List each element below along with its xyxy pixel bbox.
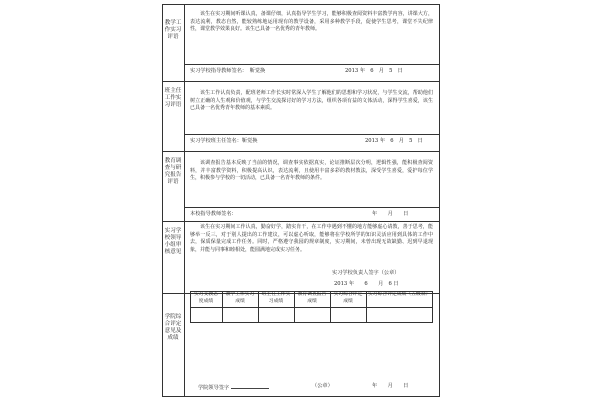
signature-line: [184, 134, 440, 135]
frame-bottom: [162, 396, 440, 397]
grade-header-research: 教育调查报告成绩: [297, 292, 327, 304]
class-eval-date: 2013 年 6 月 5 日: [365, 138, 423, 144]
research-eval-label: 教育调查与研究报告评语: [164, 158, 182, 185]
grade-header-five-level: 实习综合评定成绩（五级制）: [368, 292, 431, 297]
grade-header-teaching: 教学工作实习成绩: [225, 292, 255, 304]
leader-eval-comment: 该生在实习期间工作认真，勤奋好学，踏实肯干，在工作中遇到不懂的地方能够虚心请教，善于思考，能够举一反三，对于别人提出的工作建议，可以虚心听取，能够将在学校所学的知识灵活应用到具体的工作中去，保质保量完成工作任务。同时，严格遵守我园的规章制度，实习期间，未曾出现无故缺勤、迟到早退现象，并能与同事和睦相处，能圆满地完成实习任务。: [190, 224, 433, 253]
frame-right: [439, 4, 440, 396]
grade-cell-overall[interactable]: [331, 308, 366, 321]
research-eval-date: 年 月 日: [372, 211, 409, 217]
leader-eval-seal: 实习学校负责人签字（公章）: [332, 270, 400, 276]
teaching-eval-date: 2013 年 6 月 5 日: [345, 68, 403, 74]
grade-header-overall: 实习综合评定成绩: [333, 292, 363, 304]
frame-top: [162, 4, 440, 5]
grade-cell-teaching[interactable]: [223, 308, 258, 321]
leader-eval-label: 实习学校领导小组审核意见: [164, 228, 182, 255]
signature-line: [184, 64, 440, 65]
grade-cell-five-level[interactable]: [367, 308, 432, 321]
college-leader-signature: [198, 383, 269, 392]
college-eval-label: 学院综合评定意见及成绩: [164, 314, 182, 341]
teaching-eval-label: 教学工作实习评语: [164, 20, 182, 40]
college-seal: （公章）: [312, 383, 333, 389]
section-divider: [162, 221, 440, 222]
college-signature-label: 学院领导签字: [198, 385, 230, 391]
research-eval-signature: 本校指导教师签名：: [190, 211, 237, 217]
grade-cell-research[interactable]: [295, 308, 330, 321]
evaluation-form: [162, 2, 440, 398]
college-signature-line[interactable]: [231, 383, 269, 389]
signature-line: [184, 207, 440, 208]
teaching-eval-comment: 该生在实习期间听课认真，备课仔细，认真指导学生学习，能够积极查阅资料丰富教学内容，讲课大方，表达流利，教态自然，能较熟练地运用现有的教学设备，采用多种教学手段，促使学生思考，课堂不失纪律性，课堂教学效果良好。该生已具备一名优秀的青年教师。: [190, 11, 433, 33]
grade-cell-class[interactable]: [259, 308, 294, 321]
section-divider: [162, 151, 440, 152]
grade-header-attitude: 实习支教态度成绩: [194, 292, 218, 304]
grade-table-col: [432, 291, 433, 322]
college-date: 年 月 日: [372, 383, 409, 389]
section-divider: [162, 81, 440, 82]
label-column-divider: [184, 4, 185, 396]
grade-header-class: 班主任工作实习成绩: [261, 292, 291, 304]
grade-cell-attitude[interactable]: [191, 308, 222, 321]
class-eval-label: 班主任工作实习评语: [164, 88, 182, 108]
class-eval-comment: 该生工作认真负责，配班老师工作长实时常深入学生了解他们的思想和学习状况，与学生交流，帮助他们树立正确的人生观和价值观，与学生交流探讨好的学习方法，组织各项有益的文体活动，深得学生喜爱，该生已具备一名优秀青年教师的基本素质。: [190, 90, 433, 112]
research-eval-comment: 该调查报告基本反映了当前的情况，调查事实依据真实，论证推断层次分明，逻辑性强，能积极查阅资料，并丰富教学资料，积极提高认识，表达流利，且使用丰富多彩的教材教法，深受学生喜爱，爱护每位学生，积极参与学校的一切活动，已具备一名青年教师的条件。: [190, 160, 433, 182]
teaching-eval-signature: 实习学校指导教师签名： 靳觉换: [190, 68, 266, 74]
frame-left: [162, 4, 163, 396]
class-eval-signature: 实习学校班主任签名：靳觉换: [190, 138, 258, 144]
leader-eval-date: 2013 年 6 月 6 日: [334, 281, 399, 287]
grade-table-bottom: [190, 322, 433, 323]
